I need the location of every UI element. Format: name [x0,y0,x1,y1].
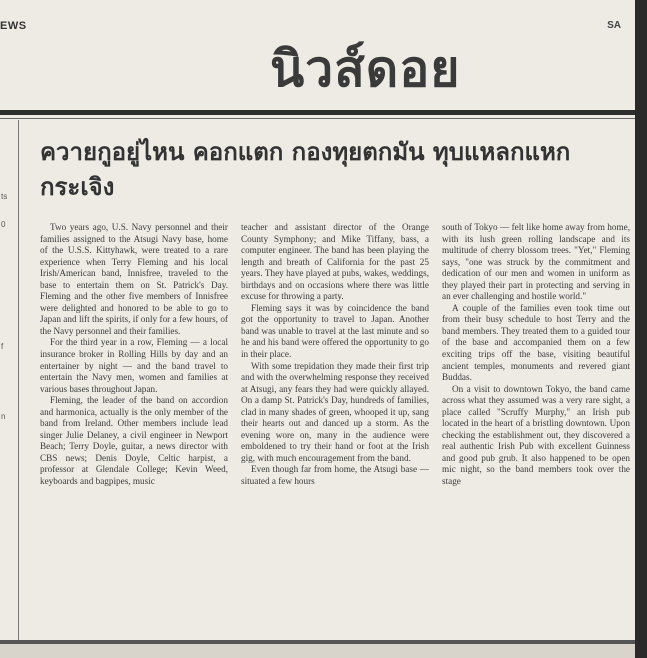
article-column-1 [40,222,228,634]
paragraph: teacher and assistant director of the Orange County Symphony; and Mike Tiffany, bass, a computer engineer. The band has been playing the length and breath of California for the past 25 years. They have played at pubs, wakes, weddings, birthdays and on occasions where there was little excuse for throwing a party. [241,222,429,302]
paragraph: Fleming, the leader of the band on accordion and harmonica, actually is the only member of the band from Ireland. Other members include lead singer Julie Delaney, a civil engineer in Newport Beach; Terry Doyle, guitar, a news director with CBS news; Denis Doyle, Celtic harpist, a professor at Glendale College; Kevin Weed, keyboards and bagpipes, music [40,395,228,487]
adjacent-column-margin [0,120,19,640]
paragraph: A couple of the families even took time out from their busy schedule to host Terry and the band members. They treated them to a guided tour of the base and accompanied them on a few exciting trips off the base, visiting beautiful ancient temples, monuments and revered giant Buddas. [442,302,630,383]
paragraph: For the third year in a row, Fleming — a local insurance broker in Rolling Hills by day and an entertainer by night — and the band travel to entertain the Navy men, women and families at various bases throughout Japan. [40,337,228,394]
paragraph: Fleming says it was by coincidence the band got the opportunity to travel to Japan. Another band was unable to travel at the last minute and so he and his band were offered the opportunity to go in their place. [241,302,429,360]
paragraph: Even though far from home, the Atsugi base — situated a few hours [241,464,429,487]
bottom-band [0,644,635,658]
paragraph: On a visit to downtown Tokyo, the band came across what they assumed was a very rare sight, a place called "Scruffy Murphy," an Irish pub located in the heart of a bristling downtown. Upon checking the establishment out, they discovered a real authentic Irish Pub with excellent Guinness and good pub grub. It also happened to be open mic night, so the band members took over the stage [442,383,630,487]
paragraph: south of Tokyo — felt like home away from home, with its lush green rolling landscape and its multitude of cherry blossom trees. "Yet," Fleming says, "one was struck by the commitment and dedication of our men and women in uniform as they played their part in protecting and serving in an ever challenging and hostile world." [442,222,630,302]
masthead-title: นิวส์ดอย [270,40,461,98]
section-tag: EWS [0,20,27,32]
page-edge-shadow [635,0,647,658]
article-body [40,222,630,634]
margin-fragment: 0 [1,220,6,229]
margin-fragment: n [1,412,6,421]
masthead-rule [0,110,635,115]
margin-fragment: ts [1,192,8,201]
article-column-3 [442,222,630,634]
article-headline: ควายกูอยู่ไหน คอกแตก กองทุยตกมัน ทุบแหลกแหก กระเจิง [40,138,571,201]
margin-fragment: f [1,342,4,351]
page-corner-text: SA [607,20,621,31]
article-column-2 [241,222,429,634]
paragraph: With some trepidation they made their first trip and with the overwhelming response they received at Atsugi, any fears they had were quickly allayed. On a damp St. Patrick's Day, hundreds of families, clad in many shades of green, whooped it up, sang their hearts out and danced up a storm. As the evening wore on, many in the audience were emboldened to try their hand or foot at the Irish gig, with much encouragement from the band. [241,360,429,463]
paragraph: Two years ago, U.S. Navy personnel and their families assigned to the Atsugi Navy base, home of the U.S.S. Kittyhawk, were treated to a rare experience when Terry Fleming and his local Irish/American band, Innisfree, traveled to the base to entertain them on St. Patrick's Day. Fleming and the other five members of Innisfree were delighted and honored to be able to go to Japan and lift the spirits, if only for a few hours, of the Navy personnel and their families. [40,222,228,336]
masthead-rule-thin [0,118,635,119]
